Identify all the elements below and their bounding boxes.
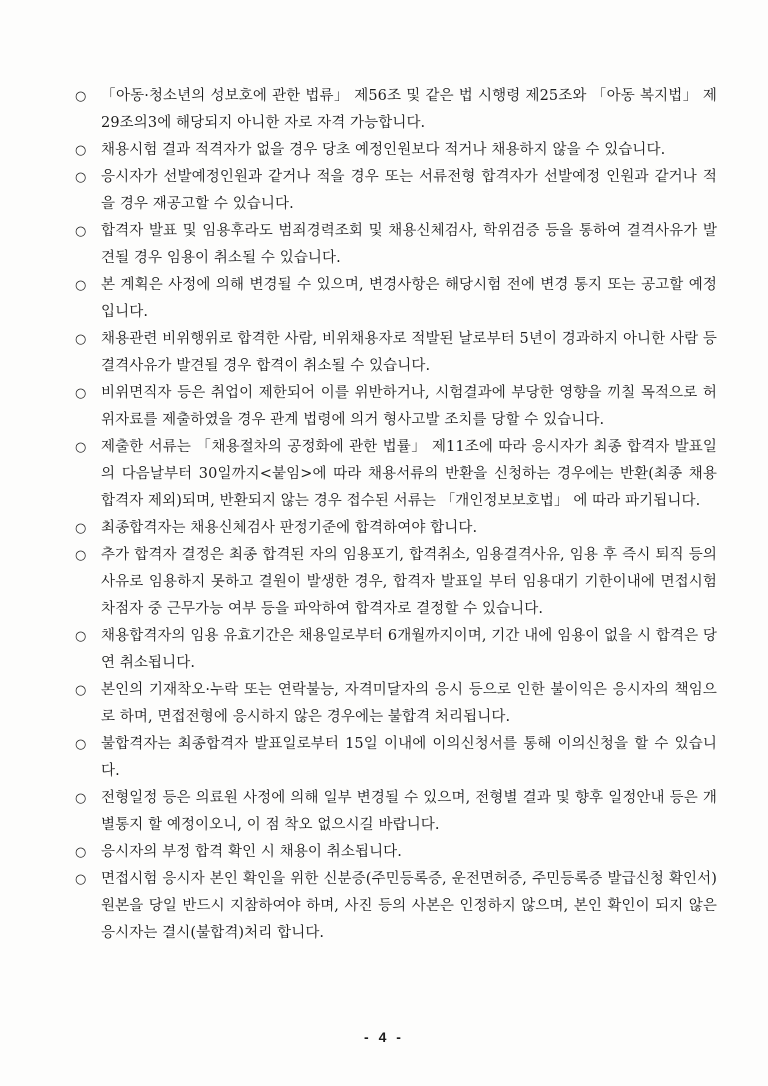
circle-bullet-icon: ○ — [75, 683, 87, 698]
notice-item-text: 최종합격자는 채용신체검사 판정기준에 합격하여야 합니다. — [101, 520, 478, 536]
circle-bullet-icon: ○ — [75, 548, 87, 563]
circle-bullet-icon: ○ — [75, 224, 87, 239]
circle-bullet-icon: ○ — [75, 278, 87, 293]
notice-item — [75, 866, 717, 947]
circle-bullet-icon: ○ — [75, 143, 87, 158]
notice-item-text: 비위면직자 등은 취업이 제한되어 이를 위반하거나, 시험결과에 부당한 영향을 끼칠 목적으로 허위자료를 제출하였을 경우 관계 법령에 의거 형사고발 조치를 당할 수 있습니다. — [101, 385, 717, 428]
notice-item-text: 채용시험 결과 적격자가 없을 경우 당초 예정인원보다 적거나 채용하지 않을 수 있습니다. — [101, 142, 666, 158]
circle-bullet-icon: ○ — [75, 872, 87, 887]
circle-bullet-icon: ○ — [75, 170, 87, 185]
circle-bullet-icon: ○ — [75, 629, 87, 644]
page-number: - 4 - — [364, 1029, 404, 1045]
notice-item — [75, 272, 717, 326]
notice-item-text: 채용관련 비위행위로 합격한 사람, 비위채용자로 적발된 날로부터 5년이 경과하지 아니한 사람 등 결격사유가 발견될 경우 합격이 취소될 수 있습니다. — [101, 331, 718, 374]
notice-item-text: 추가 합격자 결정은 최종 합격된 자의 임용포기, 합격취소, 임용결격사유, 임용 후 즉시 퇴직 등의 사유로 임용하지 못하고 결원이 발생한 경우, 합격자 발표일 부터 임용대기 기한이내에 면접시험 차점자 중 근무가능 여부 등을 파악하여 합격자로 결정할 수 있습니다. — [101, 547, 717, 617]
notice-item — [75, 164, 717, 218]
notice-item — [75, 218, 717, 272]
notice-item — [75, 137, 717, 164]
notice-item-text: 불합격자는 최종합격자 발표일로부터 15일 이내에 이의신청서를 통해 이의신청을 할 수 있습니다. — [101, 736, 717, 779]
circle-bullet-icon: ○ — [75, 386, 87, 401]
notice-item — [75, 677, 717, 731]
circle-bullet-icon: ○ — [75, 89, 87, 104]
circle-bullet-icon: ○ — [75, 440, 87, 455]
notice-item-text: 제출한 서류는 「채용절차의 공정화에 관한 법률」 제11조에 따라 응시자가 최종 합격자 발표일의 다음날부터 30일까지<붙임>에 따라 채용서류의 반환을 신청하는 경우에는 반환(최종 채용 합격자 제외)되며, 반환되지 않는 경우 접수된 서류는 「개인정보보호법」 에 따라 파기됩니다. — [101, 439, 717, 509]
notice-item-text: 응시자의 부정 합격 확인 시 채용이 취소됩니다. — [101, 844, 402, 860]
notice-item-text: 본인의 기재착오·누락 또는 연락불능, 자격미달자의 응시 등으로 인한 불이익은 응시자의 책임으로 하며, 면접전형에 응시하지 않은 경우에는 불합격 처리됩니다. — [101, 682, 717, 725]
circle-bullet-icon: ○ — [75, 737, 87, 752]
notice-item-text: 채용합격자의 임용 유효기간은 채용일로부터 6개월까지이며, 기간 내에 임용이 없을 시 합격은 당연 취소됩니다. — [101, 628, 718, 671]
notice-item — [75, 542, 717, 623]
notice-item-text: 전형일정 등은 의료원 사정에 의해 일부 변경될 수 있으며, 전형별 결과 및 향후 일정안내 등은 개별통지 할 예정이오니, 이 점 착오 없으시길 바랍니다. — [101, 790, 717, 833]
notice-list — [75, 83, 717, 947]
notice-item-text: 본 계획은 사정에 의해 변경될 수 있으며, 변경사항은 해당시험 전에 변경 통지 또는 공고할 예정입니다. — [101, 277, 717, 320]
circle-bullet-icon: ○ — [75, 845, 87, 860]
notice-item — [75, 434, 717, 515]
notice-item — [75, 515, 717, 542]
notice-item — [75, 623, 717, 677]
notice-item — [75, 839, 717, 866]
notice-item-text: 응시자가 선발예정인원과 같거나 적을 경우 또는 서류전형 합격자가 선발예정 인원과 같거나 적을 경우 재공고할 수 있습니다. — [101, 169, 717, 212]
notice-item-text: 면접시험 응시자 본인 확인을 위한 신분증(주민등록증, 운전면허증, 주민등록증 발급신청 확인서) 원본을 당일 반드시 지참하여야 하며, 사진 등의 사본은 인정하지 않으며, 본인 확인이 되지 않은 응시자는 결시(불합격)처리 합니다. — [101, 871, 717, 941]
circle-bullet-icon: ○ — [75, 791, 87, 806]
notice-item — [75, 731, 717, 785]
circle-bullet-icon: ○ — [75, 332, 87, 347]
circle-bullet-icon: ○ — [75, 521, 87, 536]
notice-item-text: 합격자 발표 및 임용후라도 범죄경력조회 및 채용신체검사, 학위검증 등을 통하여 결격사유가 발견될 경우 임용이 취소될 수 있습니다. — [101, 223, 717, 266]
notice-item — [75, 83, 717, 137]
notice-item — [75, 380, 717, 434]
notice-item — [75, 326, 717, 380]
notice-item-text: 「아동·청소년의 성보호에 관한 법류」 제56조 및 같은 법 시행령 제25조와 「아동 복지법」 제29조의3에 해당되지 아니한 자로 자격 가능합니다. — [101, 88, 717, 131]
notice-item — [75, 785, 717, 839]
